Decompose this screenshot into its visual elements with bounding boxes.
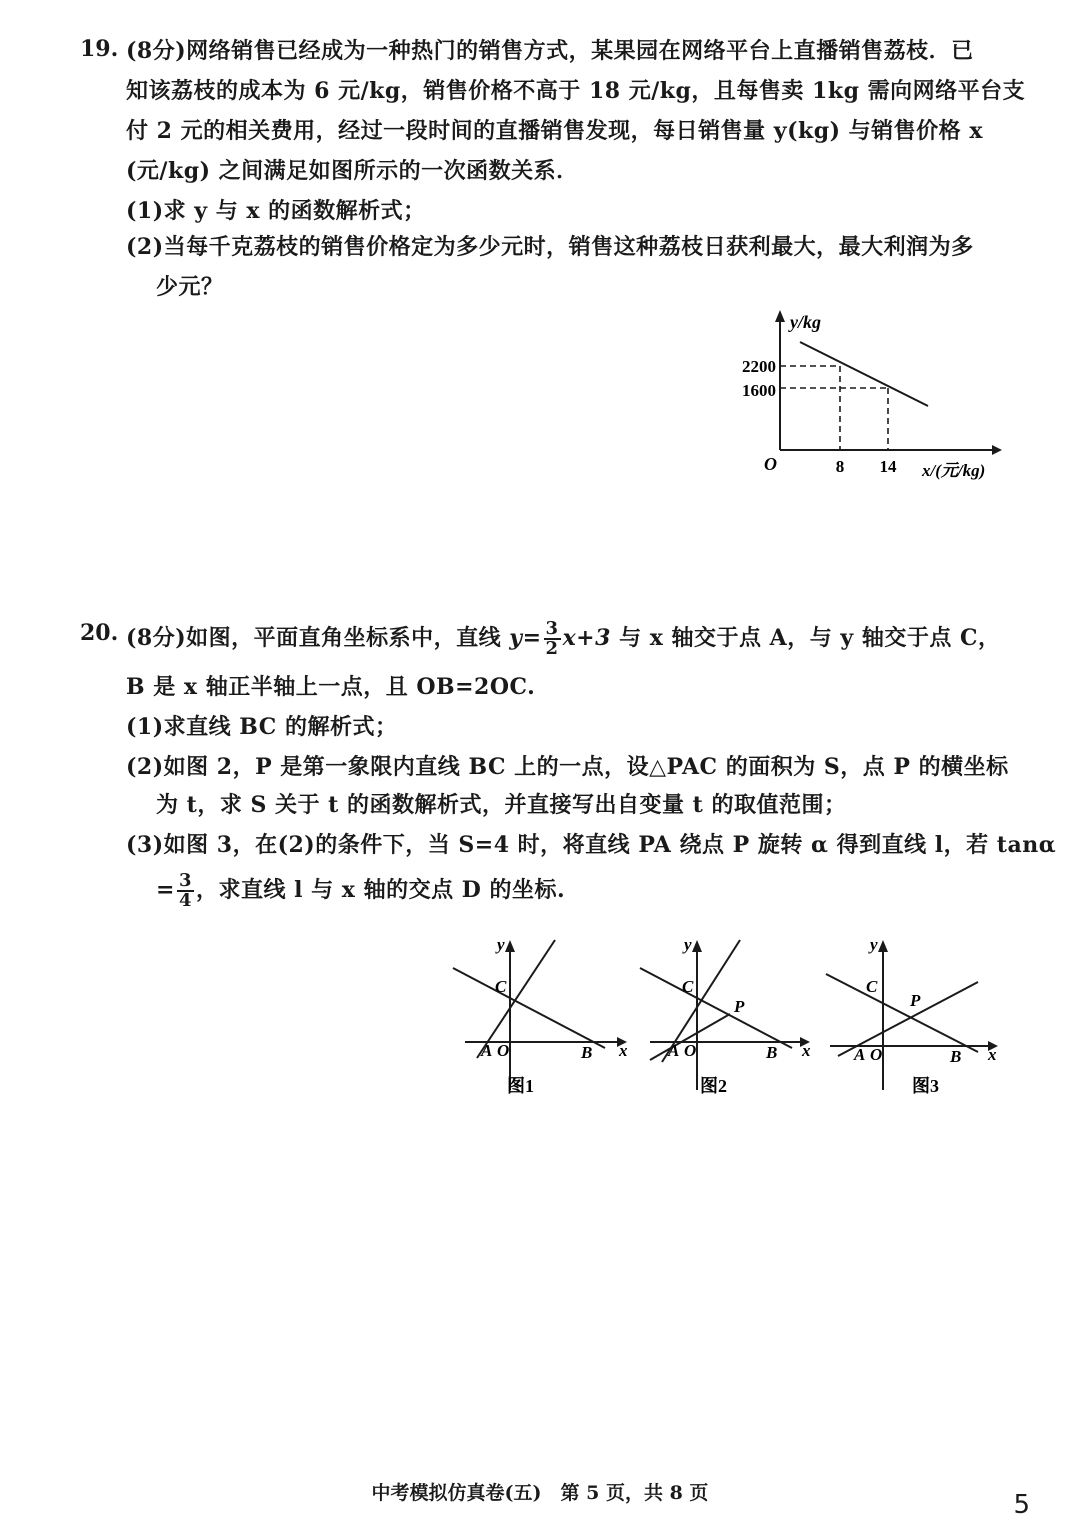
fig2-label-c: C (682, 977, 694, 996)
q19-line-4: (元/kg) 之间满足如图所示的一次函数关系． (126, 158, 579, 184)
q20-figure-2 (632, 930, 822, 1100)
q19-sales-graph (720, 300, 1010, 490)
fig3-label-b: B (950, 1047, 962, 1066)
q20-eq-equals: = (522, 625, 542, 651)
q20-part-2: (2)如图 2，P 是第一象限内直线 BC 上的一点，设△PAC 的面积为 S，点 P 的横坐标 (126, 754, 1009, 780)
q20-part-3-cont (156, 872, 565, 910)
q19-origin-label: O (764, 454, 777, 474)
q19-part-1: (1)求 y 与 x 的函数解析式； (126, 198, 426, 224)
fig3-label-a: A (854, 1045, 866, 1064)
q19-line-3: 付 2 元的相关费用，经过一段时间的直播销售发现，每日销售量 y(kg) 与销售价格 x (126, 118, 983, 144)
q20-part-3: (3)如图 3，在(2)的条件下，当 S=4 时，将直线 PA 绕点 P 旋转 α 得到直线 l，若 tanα (126, 832, 1057, 858)
q20-line-2: B 是 x 轴正半轴上一点，且 OB=2OC. (126, 674, 536, 700)
q20-part-2-cont: 为 t，求 S 关于 t 的函数解析式，并直接写出自变量 t 的取值范围； (156, 792, 847, 818)
q20-figure-3 (818, 930, 1008, 1100)
q20-eq-tail: x+3 (562, 625, 611, 651)
fraction-numerator: 3 (178, 870, 192, 891)
q20-figure-1 (445, 930, 635, 1100)
fig1-label-c: C (495, 977, 507, 996)
q19-line-2: 知该荔枝的成本为 6 元/kg，销售价格不高于 18 元/kg，且每售卖 1kg 需向网络平台支 (126, 78, 1026, 104)
q19-part-2: (2)当每千克荔枝的销售价格定为多少元时，销售这种荔枝日获利最大，最大利润为多 (126, 234, 974, 260)
q19-x-tick-8: 8 (835, 457, 845, 476)
q20-number: 20. (80, 620, 119, 646)
q19-y-axis-label: y/kg (790, 312, 821, 332)
fig1-label-o: O (497, 1041, 510, 1060)
q20-line-1-post: 与 x 轴交于点 A，与 y 轴交于点 C， (610, 625, 1001, 651)
fig1-label-y: y (497, 935, 505, 954)
fig3-label-c: C (866, 977, 878, 996)
fig1-label-a: A (481, 1041, 493, 1060)
q19-y-tick-2200: 2200 (742, 357, 776, 376)
fig1-label-b: B (581, 1043, 593, 1062)
fig2-label-b: B (766, 1043, 778, 1062)
q20-part-1: (1)求直线 BC 的解析式； (126, 714, 398, 740)
fig2-label-a: A (668, 1041, 680, 1060)
fig3-label-x: x (988, 1045, 997, 1064)
q20-line-7-eq: = (156, 877, 175, 903)
q19-number: 19. (80, 36, 119, 62)
fig2-label-p: P (734, 997, 745, 1016)
fraction-denominator: 2 (545, 638, 559, 659)
fig3-label-o: O (870, 1045, 883, 1064)
fraction-numerator: 3 (545, 618, 559, 639)
fraction-denominator: 4 (178, 890, 192, 911)
fraction-3-2 (544, 620, 561, 658)
fraction-3-4 (177, 872, 194, 910)
fig3-label-y: y (870, 935, 878, 954)
fig2-label-y: y (684, 935, 692, 954)
fig1-caption: 图1 (507, 1076, 534, 1096)
q20-eq-y: y (509, 625, 523, 651)
q20-line-7-post: ，求直线 l 与 x 轴的交点 D 的坐标. (195, 877, 566, 903)
q19-x-axis-label: x/(元/kg) (922, 461, 986, 480)
q19-part-2-cont: 少元？ (156, 274, 224, 300)
q19-y-tick-1600: 1600 (742, 381, 776, 400)
q20-line-1-pre: (8分)如图，平面直角坐标系中，直线 (126, 625, 510, 651)
fig2-label-o: O (684, 1041, 697, 1060)
page-footer: 中考模拟仿真卷(五) 第 5 页，共 8 页 (371, 1482, 709, 1504)
fig2-label-x: x (802, 1041, 811, 1060)
q19-line-1: (8分)网络销售已经成为一种热门的销售方式，某果园在网络平台上直播销售荔枝．已 (126, 38, 974, 64)
q19-x-tick-14: 14 (879, 457, 897, 476)
fig1-label-x: x (619, 1041, 628, 1060)
fig2-caption: 图2 (700, 1076, 727, 1096)
fig3-label-p: P (910, 991, 921, 1010)
q20-line-1 (126, 620, 1001, 658)
page-number: 5 (1013, 1490, 1030, 1520)
fig3-caption: 图3 (912, 1076, 939, 1096)
